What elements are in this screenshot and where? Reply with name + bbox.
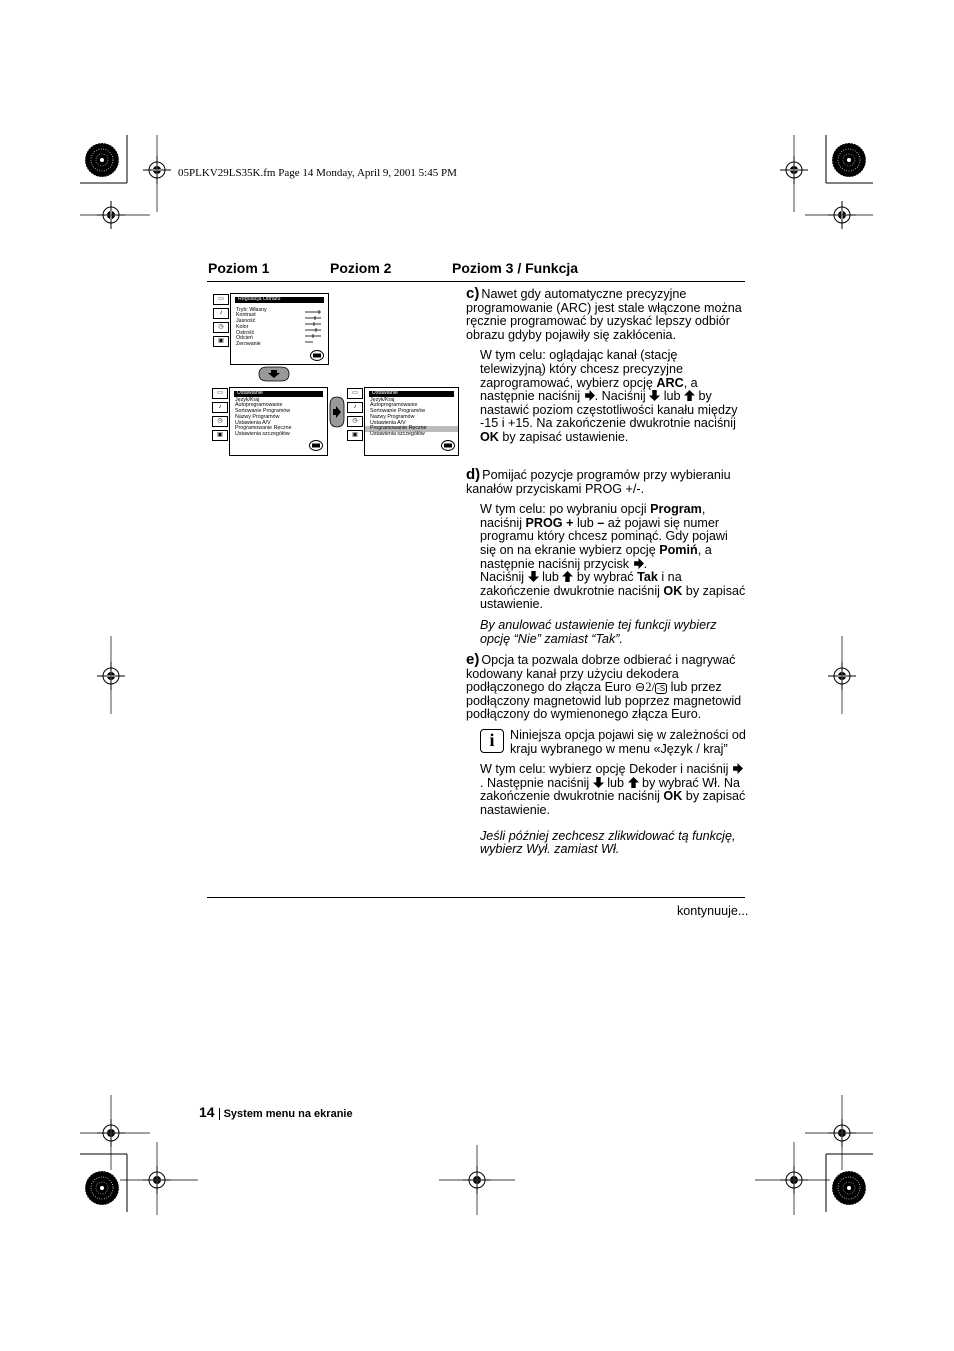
menu-item: Język/Kraj <box>235 396 260 403</box>
e-italic-note: Jeśli później zechcesz zlikwidować tą funkcję, wybierz Wył. zamiast Wł. <box>480 828 736 857</box>
up-arrow-icon <box>562 571 573 582</box>
right-arrow-button-icon <box>329 396 345 428</box>
d-intro: d) Pomijać pozycje programów przy wybieraniu kanałów przyciskami PROG +/-. <box>466 466 731 496</box>
right-arrow-icon <box>633 558 644 569</box>
right-arrow-icon <box>732 763 743 774</box>
tv-icon: ▭ <box>347 388 363 399</box>
menu-item: Sortowanie Programów <box>235 408 291 415</box>
section-title: System menu na ekranie <box>219 1108 353 1120</box>
section-d <box>466 468 746 653</box>
menu-item: Programowanie Ręczne <box>235 425 292 432</box>
picture-menu-title: Regulacja Obrazu <box>235 297 324 303</box>
down-arrow-icon <box>593 777 604 788</box>
menu-side-icons-3 <box>347 388 361 444</box>
header-rule <box>207 281 745 282</box>
menu-item-selected: Programowanie Ręczne <box>365 426 458 432</box>
file-info-line: 05PLKV29LS35K.fm Page 14 Monday, April 9, 2001 5:45 PM <box>178 167 457 179</box>
music-note-icon: ♪ <box>213 308 229 319</box>
toolbox-icon: ▣ <box>212 430 228 441</box>
clock-icon: ◷ <box>213 322 229 333</box>
setup-menu-title: Ustawianie <box>369 391 454 397</box>
menu-item: Autoprogramowanie <box>235 402 283 409</box>
menu-item: Jasność <box>236 318 256 325</box>
section-c <box>466 287 746 452</box>
ok-icon <box>310 350 324 361</box>
menu-item: Język/Kraj <box>370 396 395 403</box>
bottom-rule <box>207 897 745 898</box>
slider-bars <box>303 308 323 344</box>
menu-item: Sortowanie Programów <box>370 408 426 415</box>
menu-item: Autoprogramowanie <box>370 402 418 409</box>
page-footer <box>199 1104 353 1120</box>
menu-item: Ustawienia A/V <box>235 419 271 426</box>
continued-label: kontynuuje... <box>677 904 749 918</box>
menu-item: Ustawienia szczegółów <box>235 430 290 437</box>
menu-item: Zerowanie <box>236 340 261 347</box>
down-arrow-icon <box>649 390 660 401</box>
ok-icon <box>441 440 455 451</box>
music-note-icon: ♪ <box>212 402 228 413</box>
d-italic-note: By anulować ustawienie tej funkcji wybierz opcję “Nie” zamiast “Tak”. <box>480 617 717 646</box>
d-instructions: W tym celu: po wybraniu opcji Program, naciśnij PROG + lub – aż pojawi się numer programu który chcesz pominąć. Gdy pojawi się on na ekranie wybierz opcję Pomiń, a następnie naciśnij przycisk . <box>480 502 728 571</box>
clock-icon: ◷ <box>212 416 228 427</box>
menu-item: Odcień <box>236 335 253 342</box>
setup-menu-selected <box>364 387 459 456</box>
info-icon: i <box>480 729 504 753</box>
header-level-1: Poziom 1 <box>208 260 270 276</box>
up-arrow-icon <box>684 390 695 401</box>
up-arrow-icon <box>628 777 639 788</box>
menu-item: Kontrast <box>236 312 256 319</box>
c-instructions: W tym celu: oglądając kanał (stację telewizyjną) który chcesz precyzyjne zaprogramować, wybierz opcję ARC, a następnie naciśnij . Naciśnij lub by nastawić poziom częstotliwości kanału między -15 i +15. Na zakończenie dwukrotnie naciśnij OK by zapisać ustawienie. <box>480 348 738 444</box>
e-instructions: W tym celu: wybierz opcję Dekoder i naciśnij . Następnie naciśnij lub by wybrać Wł. Na zakończenie dwukrotnie naciśnij OK by zapisać nastawienie. <box>480 762 746 817</box>
picture-menu <box>230 293 329 365</box>
header-level-2: Poziom 2 <box>330 260 392 276</box>
e-intro: e) Opcja ta pozwala dobrze odbierać i nagrywać kodowany kanał przy użyciu dekodera podłączonego do złącza Euro ⊖2/ -S lub przez podłączony magnetowid lub poprzez magnetowid podłączony do wymienonego złącza Euro. <box>466 651 742 722</box>
menu-side-icons-1 <box>213 294 227 350</box>
menu-item: Nazwy Programów <box>370 413 415 420</box>
menu-item: Ostrość <box>236 329 255 336</box>
toolbox-icon: ▣ <box>347 430 363 441</box>
menu-item: Ustawienia A/V <box>370 419 406 426</box>
clock-icon: ◷ <box>347 416 363 427</box>
down-arrow-button-icon <box>257 366 291 382</box>
menu-item: Ustawienia szczegółów <box>370 430 425 437</box>
ok-icon <box>309 440 323 451</box>
menu-side-icons-2 <box>212 388 226 444</box>
euro-connector-label: ⊖2/ <box>634 680 656 695</box>
header-level-3: Poziom 3 / Funkcja <box>452 260 579 276</box>
info-note-text: Niniejsza opcja pojawi się w zależności od kraju wybranego w menu «Język / kraj” <box>510 727 746 756</box>
music-note-icon: ♪ <box>347 402 363 413</box>
down-arrow-icon <box>528 571 539 582</box>
setup-menu-title: Ustawianie <box>234 391 323 397</box>
tv-icon: ▭ <box>212 388 228 399</box>
right-arrow-icon <box>584 390 595 401</box>
tv-icon: ▭ <box>213 294 229 305</box>
page-number: 14 <box>199 1104 215 1120</box>
menu-item: Kolor <box>236 323 249 330</box>
c-intro: c) Nawet gdy automatyczne precyzyjne programowanie (ARC) jest stale włączone można ręcznie programować by uzyskać lepszy odbiór obrazu gdyby pojawiły się zakłócenia. <box>466 285 742 342</box>
section-e <box>466 653 746 864</box>
decoder-icon: -S <box>657 684 666 694</box>
info-note <box>480 729 746 756</box>
menu-item: Nazwy Programów <box>235 413 280 420</box>
d-instructions-2: Naciśnij lub by wybrać Tak i na zakończenie dwukrotnie naciśnij OK by zapisać ustawienie. <box>480 570 746 612</box>
setup-menu <box>229 387 328 456</box>
toolbox-icon: ▣ <box>213 336 229 347</box>
menu-item: Tryb: Własny <box>236 306 267 313</box>
